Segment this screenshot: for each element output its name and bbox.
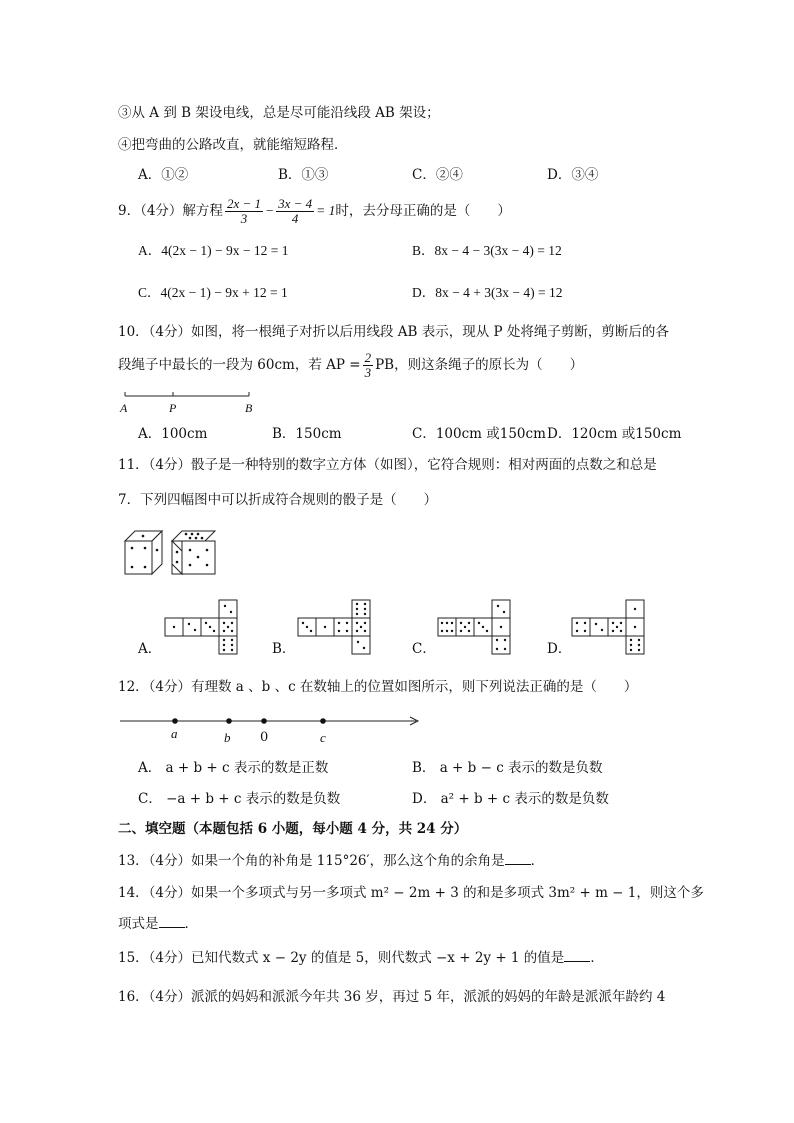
q10-label-p: P: [169, 401, 177, 415]
q10-stem-line1: 10．（4分）如图，将一根绳子对折以后用线段 AB 表示，现从 P 处将绳子剪断，剪断后的各: [118, 324, 669, 340]
net-c: [438, 599, 513, 654]
q11-option-d[interactable]: D．: [547, 641, 572, 657]
q12-option-b[interactable]: B． a + b − c 表示的数是负数: [412, 760, 603, 776]
dice-illustration: [122, 528, 222, 578]
q9-stem: 9．（4分）解方程 $\frac{2x - 1}{3}$ − $\frac{3x - 4}{4}$ = 1时，去分母正确的是（ ）: [118, 196, 511, 226]
q13-answer-blank[interactable]: [505, 852, 531, 865]
net-a: [165, 599, 240, 654]
q14-answer-blank[interactable]: [159, 915, 185, 928]
point-b: [226, 718, 232, 724]
die-2: [172, 531, 215, 574]
q12-option-d[interactable]: D． a² + b + c 表示的数是负数: [412, 791, 609, 807]
q14-stem-line1: 14．（4分）如果一个多项式与另一多项式 m² − 2m + 3 的和是多项式 3m² + m − 1，则这个多: [118, 885, 704, 901]
q10-option-d[interactable]: D．120cm 或150cm: [547, 426, 682, 442]
q8-statement-3: ③从 A 到 B 架设电线，总是尽可能沿线段 AB 架设；: [118, 105, 440, 121]
number-line-label-0: 0: [260, 730, 269, 745]
q10-fraction: $\frac{2}{3}$: [364, 350, 372, 380]
q10-label-b: B: [245, 401, 253, 415]
q10-segment-figure: [118, 388, 258, 418]
q9-option-a[interactable]: A．4(2x − 1) − 9x − 12 = 1: [138, 243, 289, 258]
q11-option-a[interactable]: A．: [138, 641, 162, 657]
q12-option-c[interactable]: C． −a + b + c 表示的数是负数: [138, 791, 341, 807]
q8-statement-4: ④把弯曲的公路改直，就能缩短路程．: [118, 137, 348, 153]
die-1: [125, 531, 162, 574]
q9-fraction-2: $\frac{3x - 4}{4}$: [278, 196, 313, 226]
q8-option-d[interactable]: D．③④: [547, 167, 599, 183]
q9-fraction-1: $\frac{2x - 1}{3}$: [226, 196, 261, 226]
q13-stem: 13．（4分）如果一个角的补角是 115°26′，那么这个角的余角是 ．: [118, 853, 545, 869]
q10-label-a: A: [120, 401, 128, 415]
q9-option-b[interactable]: B．8x − 4 − 3(3x − 4) = 12: [412, 243, 562, 258]
q10-stem-line2: 段绳子中最长的一段为 60cm，若 AP = $\frac{2}{3}$ PB，则这条绳子的原长为（ ）: [118, 350, 584, 380]
q14-stem-line2: 项式是 ．: [118, 916, 198, 932]
q12-stem: 12．（4分）有理数 a 、b 、c 在数轴上的位置如图所示，则下列说法正确的是（ ）: [118, 679, 638, 695]
point-0: [261, 718, 267, 724]
section-heading-fill-in: 二、填空题（本题包括 6 小题，每小题 4 分，共 24 分）: [118, 821, 468, 837]
q11-stem-line1: 11．（4分）骰子是一种特别的数字立方体（如图），它符合规则：相对两面的点数之和总是: [118, 457, 657, 473]
q9-option-c[interactable]: C．4(2x − 1) − 9x + 12 = 1: [138, 285, 288, 300]
q8-option-b[interactable]: B．①③: [278, 167, 329, 183]
q10-option-c[interactable]: C．100cm 或150cm: [412, 426, 546, 442]
q10-option-a[interactable]: A．100cm: [138, 426, 208, 442]
point-c: [320, 718, 326, 724]
number-line-label-a: a: [171, 726, 178, 741]
q10-option-b[interactable]: B．150cm: [272, 426, 342, 442]
net-d: [572, 599, 647, 654]
q8-option-c[interactable]: C．②④: [412, 167, 463, 183]
number-line-label-b: b: [224, 730, 231, 745]
number-line-label-c: c: [320, 730, 326, 745]
q12-option-a[interactable]: A． a + b + c 表示的数是正数: [138, 760, 329, 776]
q11-stem-line2: 7．下列四幅图中可以折成符合规则的骰子是（ ）: [118, 492, 438, 508]
q8-option-a[interactable]: A．①②: [138, 167, 189, 183]
net-b: [298, 599, 373, 654]
q16-stem-line1: 16．（4分）派派的妈妈和派派今年共 36 岁，再过 5 年，派派的妈妈的年龄是派派年龄约 4: [118, 989, 666, 1005]
q11-option-b[interactable]: B．: [272, 641, 296, 657]
q11-option-c[interactable]: C．: [412, 641, 436, 657]
q15-answer-blank[interactable]: [564, 949, 590, 962]
q15-stem: 15．（4分）已知代数式 x − 2y 的值是 5，则代数式 −x + 2y + 1 的值是 ．: [118, 950, 604, 966]
number-line: [118, 712, 428, 732]
q9-option-d[interactable]: D．8x − 4 + 3(3x − 4) = 12: [412, 285, 563, 300]
point-a: [172, 718, 178, 724]
